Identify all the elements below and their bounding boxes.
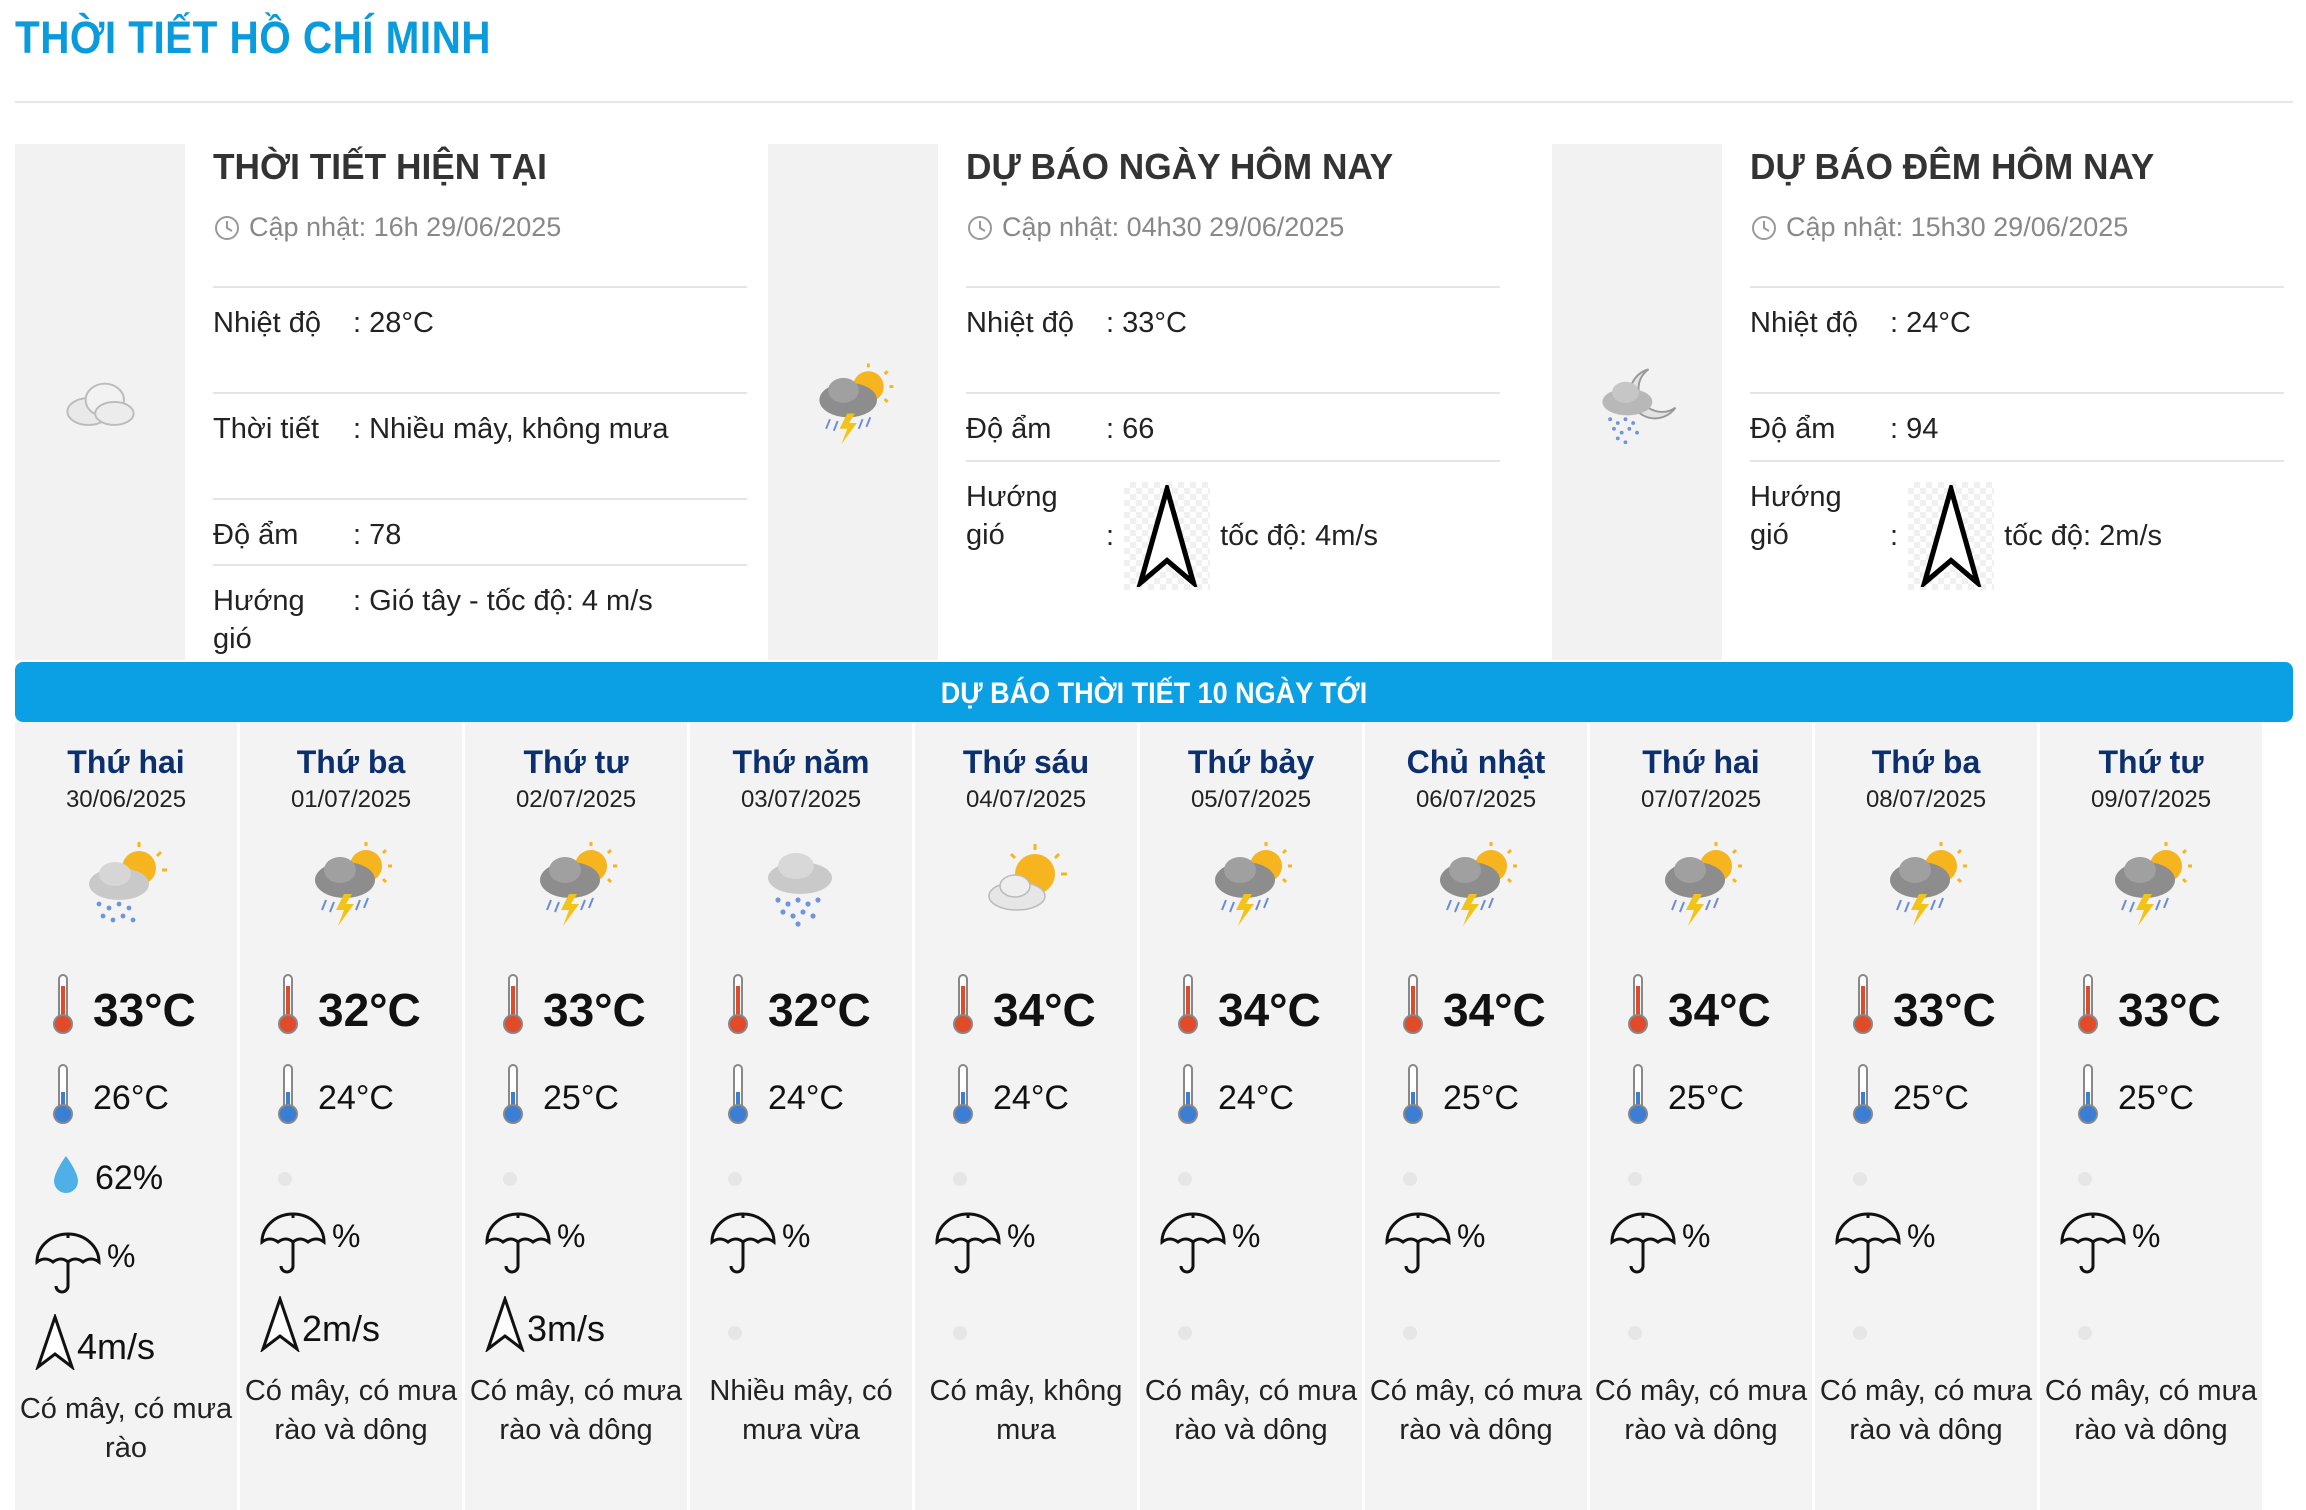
day-name: Thứ ba [296,744,406,780]
day-name: Thứ hai [1642,744,1760,780]
thunderstorm-sun-icon [1200,830,1300,930]
today-row-humidity [966,392,1500,460]
partly-cloudy-icon [975,830,1075,930]
min-temp-value: 25°C [543,1079,619,1117]
thunderstorm-sun-icon [300,830,400,930]
umbrella-icon [1383,1212,1453,1284]
placeholder-dot [728,1172,742,1186]
tonight-row-wind [1750,460,2284,602]
thunderstorm-sun-icon [805,352,901,448]
placeholder-dot [953,1326,967,1340]
wind-arrow-icon [485,1296,525,1361]
humidity-value: 62% [95,1159,164,1197]
current-row-humidity [213,498,747,564]
weather-description: Có mây, không mưa [929,1375,1123,1446]
placeholder-dot [278,1172,292,1186]
max-temp-value: 33°C [1893,983,1996,1036]
row-label: Độ ẩm [1750,413,1836,445]
tonight-icon-column [1552,144,1722,660]
wind [260,1296,380,1361]
rain-chance-value: % [1007,1218,1036,1254]
today-icon-column [768,144,938,660]
day-date: 04/07/2025 [965,786,1087,813]
max-temp-value: 32°C [318,983,421,1036]
weather-description: Có mây, có mưa rào và dông [1594,1375,1808,1446]
wind [485,1296,605,1361]
thermometer-cold-icon [1851,1062,1875,1135]
max-temp [1851,972,1996,1047]
day-name: Thứ năm [732,744,870,780]
thermometer-hot-icon [951,972,975,1047]
max-temp [501,972,646,1047]
thermometer-hot-icon [276,972,300,1047]
max-temp-value: 34°C [1218,983,1321,1036]
banner-text: DỰ BÁO THỜI TIẾT 10 NGÀY TỚI [940,677,1368,710]
day-date: 08/07/2025 [1865,786,1987,813]
rain-chance-value: % [782,1218,811,1254]
rain-moon-icon [1589,352,1685,448]
thermometer-cold-icon [726,1062,750,1135]
day-date: 03/07/2025 [740,786,862,813]
rain-chance-value: % [1232,1218,1261,1254]
rain-chance-value: % [2132,1218,2161,1254]
rain-chance-value: % [1457,1218,1486,1254]
umbrella-icon [708,1212,778,1284]
placeholder-dot [1403,1326,1417,1340]
min-temp [951,1062,1069,1135]
wind-speed: tốc độ: 2m/s [2004,519,2163,552]
row-value: : 78 [353,519,402,551]
umbrella-icon [258,1212,328,1284]
thermometer-hot-icon [1626,972,1650,1047]
min-temp-value: 26°C [93,1079,169,1117]
umbrella-icon [2058,1212,2128,1284]
tonight-row-humidity [1750,392,2284,460]
row-value: : Gió tây - tốc độ: 4 m/s [353,585,653,617]
placeholder-dot [1853,1326,1867,1340]
rain-chance [33,1232,135,1304]
tonight-updated [1750,212,2128,243]
clock-icon [1750,214,1778,242]
thermometer-hot-icon [1176,972,1200,1047]
placeholder-dot [1628,1172,1642,1186]
max-temp-value: 33°C [93,983,196,1036]
placeholder-dot [728,1326,742,1340]
row-label: Độ ẩm [213,519,299,551]
day-date: 09/07/2025 [2090,786,2212,813]
min-temp-value: 25°C [1443,1079,1519,1117]
row-value: : 94 [1890,413,1939,445]
thermometer-cold-icon [1176,1062,1200,1135]
max-temp [276,972,421,1047]
current-weather-panel [15,144,735,660]
today-updated-text: Cập nhật: 04h30 29/06/2025 [1002,212,1345,242]
row-label: Hướng gió [213,585,305,655]
min-temp [1626,1062,1744,1135]
row-label: Hướng gió [1750,481,1842,551]
min-temp-value: 24°C [993,1079,1069,1117]
thermometer-cold-icon [1626,1062,1650,1135]
row-value: : Nhiều mây, không mưa [353,413,669,445]
thermometer-hot-icon [2076,972,2100,1047]
min-temp-value: 24°C [1218,1079,1294,1117]
rain-chance [2058,1212,2160,1284]
thermometer-cold-icon [276,1062,300,1135]
wind-speed: tốc độ: 4m/s [1220,519,1379,552]
day-name: Thứ ba [1871,744,1981,780]
humidity [51,1154,163,1203]
day-column [1365,722,1589,1510]
current-updated [213,212,561,243]
rain-chance-value: % [557,1218,586,1254]
row-value: : 28°C [353,307,434,339]
wind [35,1314,155,1379]
placeholder-dot [2078,1172,2092,1186]
rain-chance [1608,1212,1710,1284]
day-name: Thứ tư [2098,744,2204,780]
min-temp [726,1062,844,1135]
day-name: Thứ tư [523,744,629,780]
weather-description: Có mây, có mưa rào [19,1393,233,1464]
umbrella-icon [1158,1212,1228,1284]
wind-value: 4m/s [77,1325,156,1367]
today-forecast-panel [768,144,1488,660]
max-temp-value: 34°C [993,983,1096,1036]
max-temp-value: 33°C [2118,983,2221,1036]
rain-chance-value: % [1682,1218,1711,1254]
today-row-wind [966,460,1500,602]
day-date: 30/06/2025 [65,786,187,813]
thermometer-cold-icon [501,1062,525,1135]
rain-chance [1833,1212,1935,1284]
placeholder-dot [1853,1172,1867,1186]
day-name: Thứ sáu [962,744,1090,780]
row-value: : 66 [1106,413,1155,445]
rain-sun-icon [75,830,175,930]
min-temp [51,1062,169,1135]
row-value: : 33°C [1106,307,1187,339]
min-temp [501,1062,619,1135]
row-label: Hướng gió [966,481,1058,551]
placeholder-dot [1628,1326,1642,1340]
water-drop-icon [51,1154,81,1203]
max-temp [2076,972,2221,1047]
rain-chance [1158,1212,1260,1284]
day-date: 06/07/2025 [1415,786,1537,813]
min-temp-value: 25°C [1893,1079,1969,1117]
rain-chance-value: % [1907,1218,1936,1254]
placeholder-dot [503,1172,517,1186]
thermometer-hot-icon [1401,972,1425,1047]
day-column [1590,722,1814,1510]
weather-description: Có mây, có mưa rào và dông [244,1375,458,1446]
max-temp-value: 33°C [543,983,646,1036]
thunderstorm-sun-icon [1875,830,1975,930]
max-temp [1176,972,1321,1047]
min-temp-value: 24°C [318,1079,394,1117]
row-label: Nhiệt độ [966,307,1075,339]
min-temp [1176,1062,1294,1135]
rain-chance-value: % [107,1238,136,1274]
day-date: 05/07/2025 [1190,786,1312,813]
min-temp-value: 24°C [768,1079,844,1117]
weather-description: Có mây, có mưa rào và dông [469,1375,683,1446]
weather-description: Có mây, có mưa rào và dông [2044,1375,2258,1446]
today-row-temp [966,286,1500,392]
max-temp [951,972,1096,1047]
row-label: Thời tiết [213,413,320,445]
min-temp [1401,1062,1519,1135]
placeholder-dot [2078,1326,2092,1340]
rain-cloud-icon [750,830,850,930]
rain-chance [933,1212,1035,1284]
current-heading: THỜI TIẾT HIỆN TẠI [213,146,547,187]
placeholder-dot [953,1172,967,1186]
wind-arrow-icon [260,1296,300,1361]
min-temp-value: 25°C [1668,1079,1744,1117]
day-column [15,722,239,1510]
tonight-heading: DỰ BÁO ĐÊM HÔM NAY [1750,146,2155,187]
thunderstorm-sun-icon [525,830,625,930]
row-value: : 24°C [1890,307,1971,339]
wind-arrow-icon [35,1314,75,1379]
today-heading: DỰ BÁO NGÀY HÔM NAY [966,146,1394,187]
current-row-wind [213,564,747,666]
rain-chance-value: % [332,1218,361,1254]
thermometer-hot-icon [501,972,525,1047]
wind-value: 3m/s [527,1307,606,1349]
thermometer-cold-icon [1401,1062,1425,1135]
min-temp [2076,1062,2194,1135]
placeholder-dot [1403,1172,1417,1186]
row-value: : [1890,519,1899,552]
max-temp-value: 32°C [768,983,871,1036]
wind-value: 2m/s [302,1307,381,1349]
day-column [240,722,464,1510]
umbrella-icon [1608,1212,1678,1284]
day-column [2040,722,2264,1510]
max-temp [51,972,196,1047]
ten-day-forecast [15,722,2293,1510]
row-value: : [1106,519,1115,552]
tonight-row-temp [1750,286,2284,392]
min-temp [276,1062,394,1135]
day-column [915,722,1139,1510]
ten-day-banner [15,662,2293,722]
thunderstorm-sun-icon [1425,830,1525,930]
thermometer-hot-icon [51,972,75,1047]
page-title: THỜI TIẾT HỒ CHÍ MINH [15,12,491,63]
thunderstorm-sun-icon [2100,830,2200,930]
placeholder-dot [1178,1172,1192,1186]
max-temp [1401,972,1546,1047]
day-name: Thứ hai [67,744,185,780]
day-column [690,722,914,1510]
rain-chance [708,1212,810,1284]
weather-description: Có mây, có mưa rào và dông [1144,1375,1358,1446]
day-date: 07/07/2025 [1640,786,1762,813]
weather-description: Có mây, có mưa rào và dông [1369,1375,1583,1446]
rain-chance [258,1212,360,1284]
tonight-forecast-panel [1552,144,2272,660]
max-temp [726,972,871,1047]
weather-description: Nhiều mây, có mưa vừa [709,1375,893,1446]
current-icon-column [15,144,185,660]
day-name: Thứ bảy [1187,744,1315,780]
row-label: Nhiệt độ [213,307,322,339]
day-name: Chủ nhật [1406,744,1546,780]
current-row-temp [213,286,747,392]
cloud-icon [52,352,148,448]
title-divider [15,101,2293,103]
clock-icon [966,214,994,242]
day-date: 01/07/2025 [290,786,412,813]
thermometer-cold-icon [51,1062,75,1135]
thermometer-hot-icon [1851,972,1875,1047]
max-temp [1626,972,1771,1047]
min-temp-value: 25°C [2118,1079,2194,1117]
max-temp-value: 34°C [1443,983,1546,1036]
thunderstorm-sun-icon [1650,830,1750,930]
day-date: 02/07/2025 [515,786,637,813]
wind-arrow-icon [1124,482,1210,590]
day-column [1140,722,1364,1510]
tonight-updated-text: Cập nhật: 15h30 29/06/2025 [1786,212,2129,242]
clock-icon [213,214,241,242]
today-updated [966,212,1344,243]
day-column [465,722,689,1510]
thermometer-cold-icon [2076,1062,2100,1135]
rain-chance [1383,1212,1485,1284]
current-updated-text: Cập nhật: 16h 29/06/2025 [249,212,562,242]
row-label: Độ ẩm [966,413,1052,445]
row-label: Nhiệt độ [1750,307,1859,339]
current-row-weather [213,392,747,498]
wind-arrow-icon [1908,482,1994,590]
rain-chance [483,1212,585,1284]
umbrella-icon [1833,1212,1903,1284]
day-column [1815,722,2039,1510]
umbrella-icon [483,1212,553,1284]
umbrella-icon [933,1212,1003,1284]
max-temp-value: 34°C [1668,983,1771,1036]
umbrella-icon [33,1232,103,1304]
placeholder-dot [1178,1326,1192,1340]
weather-description: Có mây, có mưa rào và dông [1819,1375,2033,1446]
thermometer-hot-icon [726,972,750,1047]
min-temp [1851,1062,1969,1135]
thermometer-cold-icon [951,1062,975,1135]
